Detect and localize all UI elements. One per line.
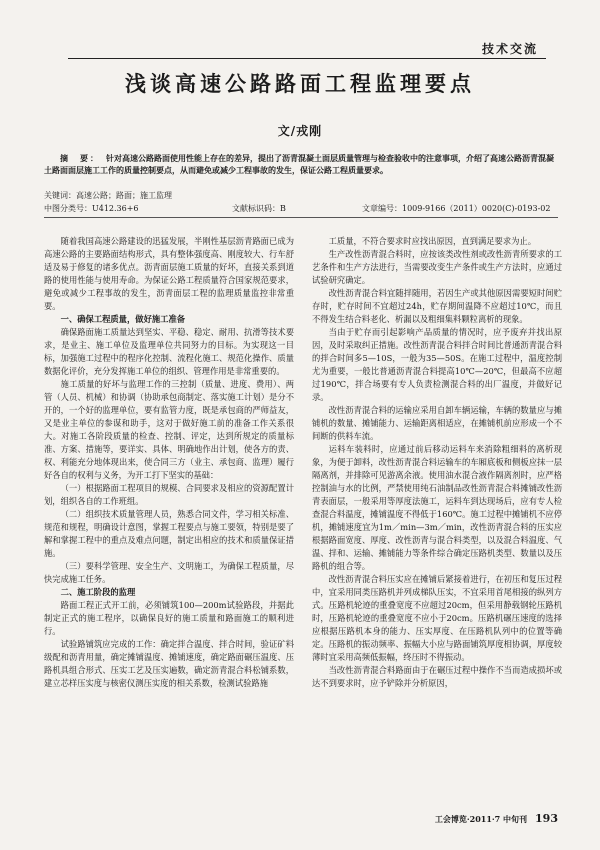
paragraph: 当改性沥青混合料路面由于在碾压过程中操作不当而造成损坏或达不到要求时，应予铲除并分析原因， (312, 665, 562, 688)
paragraph: 工质量，不符合要求时应找出原因，直到满足要求为止。 (328, 236, 537, 246)
article-number: 文章编号：1009-9166（2011）0020(C)-0193-02 (362, 204, 551, 213)
section-heading: 二、施工阶段的监理 (60, 587, 136, 597)
paragraph: 随着我国高速公路建设的迅猛发展，半刚性基层沥青路面已成为高速公路的主要路面结构形式，具有整体强度高、刚度较大、行车舒适及易于修复的诸多优点。沥青面层施工质量的好坏，直接关系到道路的使用性能与使用寿命。为保证公路工程质量符合国家规范要求，避免或减少工程事故的发生，沥青面层工程的监理质量监控非常重要。 (44, 236, 294, 311)
paragraph: （三）要科学管理、安全生产、文明施工，为确保工程质量，尽快完成施工任务。 (44, 561, 294, 584)
paragraph: （一）根据路面工程项目的规模、合同要求及相应的资源配置计划，组织各自的工作班组。 (44, 483, 294, 506)
paragraph: 试验路铺筑应完成的工作：确定拌合温度、拌合时间，验证矿料级配和沥青用量，确定摊铺温度、摊铺速度，确定路面碾压温度、压路机具组合形式、压实工艺及压实遍数，确定沥青混合料松铺系数，建立芯样压实度与核密仪测压实度的相关系数，检测试验路施 (44, 639, 294, 688)
header-rule (68, 58, 546, 59)
paragraph: 改性沥青混合料宜随拌随用，若因生产或其他原因需要短时间贮存时，贮存时间不宜超过24h，贮存期间温降不应超过10℃，而且不得发生结合料老化、析漏以及粗细集料颗粒离析的现象。 (312, 288, 562, 324)
section-label: 技术交流 (481, 42, 538, 56)
article-title: 浅谈高速公路路面工程监理要点 (125, 72, 475, 96)
paragraph: 当由于贮存而引起影响产品质量的情况时，应予废弃并找出原因，及时采取纠正措施。改性沥青混合料拌合时间比普通沥青混合料的拌合时间多5—10S，一般为35—50S。在施工过程中，温度控制尤为重要，一般比普通沥青混合料提高10℃—20℃，但最高不应超过190℃，拌合场要有专人负责检测混合料的出厂温度，并做好记录。 (312, 327, 562, 402)
paragraph: 运料车装料时，应通过前后移动运料车来消除粗细料的离析现象，为便于卸料，改性沥青混合料运输车的车厢底板和侧板应抹一层隔离剂，并排除可见游离余液。使用油水混合液作隔离剂时，应严格控制油与水的比例，严禁使用纯石油制品改性沥青混合料摊铺改性沥青表面层，一般采用等厚度法施工，运料车到达现场后，应有专人检查混合料温度，摊铺温度不得低于160℃。施工过程中摊铺机不应停机，摊铺速度宜为1m／min—3m／min，改性沥青混合料的压实应根据路面宽度、厚度、改性沥青与混合料类型，以及混合料温度、气温、拌和、运输、摊铺能力等条件综合确定压路机类型、数量以及压路机的组合等。 (312, 444, 562, 571)
page-footer (435, 812, 558, 825)
paragraph: 改性沥青混合料的运输应采用自卸车辆运输，车辆的数量应与摊铺机的数量、摊铺能力、运输距离相适应，在摊铺机前应形成一个不间断的供料车流。 (312, 405, 562, 441)
paragraph: 路面工程正式开工前，必须铺筑100—200m试验路段，并据此制定正式的施工程序，以确保良好的施工质量和路面施工的顺利进行。 (44, 600, 294, 636)
paragraph: （二）组织技术质量管理人员，熟悉合同文件，学习相关标准、规范和规程，明确设计意图，掌握工程要点与施工要领，特别是要了解和掌握工程中的重点及难点问题，制定出相应的技术和质量保证措施。 (44, 509, 294, 558)
right-column (312, 235, 562, 690)
clc-number: 中图分类号：U412.36+6 (44, 204, 139, 213)
paragraph: 确保路面施工质量达到坚实、平稳、稳定、耐用、抗滑等技术要求，是业主、施工单位及监理单位共同努力的目标。为实现这一目标，加强施工过程中的程序化控制、流程化施工、规范化操作、质量数据化评价，充分发挥施工单位的组织、管理作用是非常重要的。 (44, 327, 294, 376)
abstract (44, 152, 558, 176)
keywords: 关键词：高速公路；路面；施工监理 (44, 191, 172, 200)
meta-rule (44, 217, 558, 218)
section-heading: 一、确保工程质量，做好施工准备 (60, 314, 186, 324)
abstract-text: 针对高速公路路面使用性能上存在的差异，提出了沥青混凝土面层质量管理与检查验收中的注意事项，介绍了高速公路沥青混凝土路面面层施工工作的质量控制要点，从而避免或减少工程事故的发生，保证公路工程质量要求。 (44, 153, 554, 175)
document-code: 文献标识码：B (232, 204, 286, 213)
paragraph: 改性沥青混合料压实应在摊铺后紧接着进行，在初压和复压过程中，宜采用同类压路机并列成梯队压实，不宜采用首尾相接的纵列方式。压路机轮迹的重叠宽度不应超过20cm，但采用静载钢轮压路机时，压路机轮迹的重叠宽度不应小于20cm。压路机碾压速度的选择应根据压路机本身的能力、压实厚度、在压路机队列中的位置等确定。压路机的振动频率、振幅大小应与路面铺筑厚度相协调，厚度较薄时宜采用高频低振幅，终压时不得振动。 (312, 574, 562, 662)
paragraph: 施工质量的好坏与监理工作的三控制（质量、进度、费用）、两管（人员、机械）和协调（协助承包商制定、落实施工计划）是分不开的，一个好的监理单位，要有监管力度，既是承包商的严师益友，又是业主单位的参谋和助手，这对于做好施工前的准备工作关系很大。对施工各阶段质量的检查、控制、评定，达到所规定的质量标准、方案、措施等，要详实、具体、明确地作出计划，使各方的责、权、利能充分地体现出来，使合同三方（业主、承包商、监理）履行好各自的权利与义务，为开工打下坚实的基础： (44, 379, 294, 480)
paragraph: 生产改性沥青混合料时，应按该类改性剂或改性沥青所要求的工艺条件和生产方法进行，当需要改变生产条件或生产方法时，应通过试验研究确定。 (312, 249, 562, 285)
article-author: 文/戎刚 (277, 124, 323, 138)
left-column (44, 235, 294, 690)
journal-name: 工会博览·2011·7 中旬刊 (434, 814, 528, 824)
page-number: 193 (535, 812, 558, 825)
abstract-label: 摘 要： (60, 153, 100, 163)
